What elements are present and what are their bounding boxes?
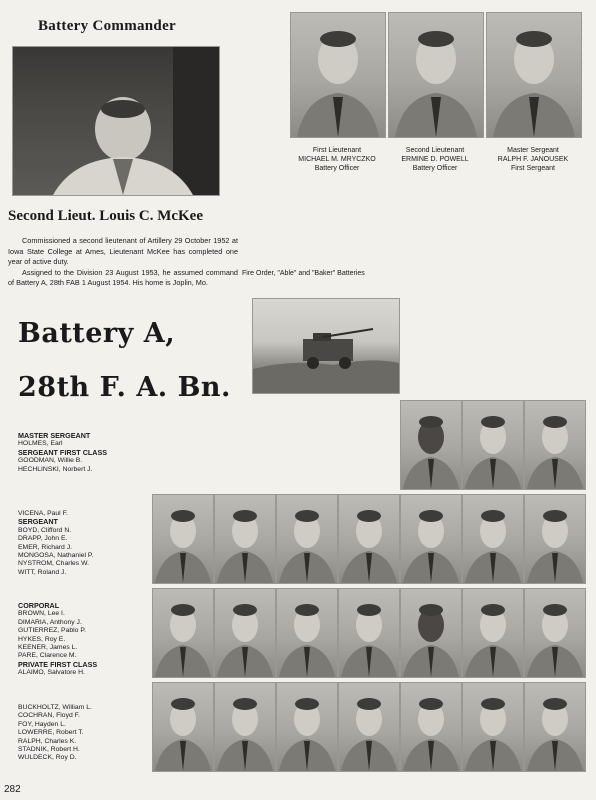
roster-name: DIMARIA, Anthony J.	[18, 618, 82, 626]
roster-name: HOLMES, Earl	[18, 440, 63, 448]
officer-portrait	[486, 12, 582, 138]
enlisted-portrait	[400, 588, 462, 678]
enlisted-portrait	[338, 494, 400, 584]
enlisted-portrait	[524, 588, 586, 678]
roster-name: NYSTROM, Charles W.	[18, 560, 89, 568]
enlisted-portrait	[524, 400, 586, 490]
enlisted-portrait	[214, 588, 276, 678]
roster-name: STADNIK, Robert H.	[18, 746, 80, 754]
roster-rank-heading: CORPORAL	[18, 601, 60, 610]
battery-title-line1: Battery A,	[18, 318, 176, 349]
enlisted-portrait	[152, 494, 214, 584]
officer-rank: Master Sergeant	[507, 147, 559, 154]
roster-name: LOWERRE, Robert T.	[18, 729, 84, 737]
officer-rank: First Lieutenant	[312, 147, 362, 154]
enlisted-portrait	[152, 682, 214, 772]
enlisted-portrait	[462, 494, 524, 584]
enlisted-portrait	[338, 682, 400, 772]
roster-name: RALPH, Charles K.	[18, 737, 77, 745]
enlisted-portrait	[524, 494, 586, 584]
roster-name: WULDECK, Roy D.	[18, 754, 77, 762]
commander-bio	[8, 236, 238, 289]
roster-name: BOYD, Clifford N.	[18, 526, 72, 534]
enlisted-portrait	[462, 588, 524, 678]
roster-name: MONGOSA, Nathaniel P.	[18, 552, 94, 560]
officer-rank: Second Lieutenant	[405, 147, 465, 154]
roster-rank-heading: PRIVATE FIRST CLASS	[18, 659, 98, 669]
officer-name: ERMINE D. POWELL	[401, 156, 469, 163]
officer-role: Battery Officer	[412, 165, 458, 172]
enlisted-portrait	[462, 400, 524, 490]
roster-name: BUCKHOLTZ, William L.	[18, 704, 92, 711]
officer-name: RALPH F. JANOUSEK	[497, 156, 569, 163]
roster-name: KEENER, James L.	[18, 644, 78, 652]
commander-portrait	[12, 46, 220, 196]
roster-name: HYKES, Roy E.	[18, 635, 66, 643]
enlisted-portrait	[214, 494, 276, 584]
roster-group	[18, 510, 158, 577]
enlisted-portrait	[400, 494, 462, 584]
officer-portrait	[388, 12, 484, 138]
roster-group	[18, 704, 158, 763]
officer-role: First Sergeant	[511, 165, 555, 172]
roster-name: ALAIMO, Salvatore H.	[18, 669, 85, 677]
enlisted-portrait	[276, 682, 338, 772]
roster-rank-heading: MASTER SERGEANT	[18, 431, 91, 440]
roster-name: DRAPP, John E.	[18, 535, 68, 543]
commander-heading: Battery Commander	[38, 18, 176, 34]
roster-name: GUTIERREZ, Pablo P.	[18, 627, 86, 635]
commander-name: Second Lieut. Louis C. McKee	[8, 208, 203, 224]
roster-rank-heading: SERGEANT FIRST CLASS	[18, 447, 108, 457]
enlisted-portrait	[152, 588, 214, 678]
officer-caption	[482, 146, 584, 173]
officer-caption	[384, 146, 486, 173]
enlisted-portrait	[276, 588, 338, 678]
enlisted-portrait	[214, 682, 276, 772]
page-number: 282	[4, 784, 21, 795]
enlisted-portrait	[524, 682, 586, 772]
battery-title-line2: 28th F. A. Bn.	[18, 372, 231, 403]
enlisted-portrait	[338, 588, 400, 678]
roster-group	[18, 432, 158, 474]
fire-order-caption: Fire Order, "Able" and "Baker" Batteries	[242, 270, 365, 277]
roster-name: GOODMAN, Willie B.	[18, 457, 83, 465]
enlisted-portrait	[400, 400, 462, 490]
roster-name: VICENA, Paul F.	[18, 510, 68, 517]
fire-order-photo	[252, 298, 400, 394]
roster-name: EMER, Richard J.	[18, 543, 73, 551]
enlisted-portrait	[462, 682, 524, 772]
officer-portrait	[290, 12, 386, 138]
enlisted-portrait	[400, 682, 462, 772]
officer-role: Battery Officer	[314, 165, 360, 172]
roster-name: PARE, Clarence M.	[18, 652, 77, 660]
officer-name: MICHAEL M. MRYCZKO	[298, 156, 376, 163]
bio-paragraph: Commissioned a second lieutenant of Artillery 29 October 1952 at Iowa State College at Ames, Lieutenant McKee has completed one year of active duty.	[8, 236, 238, 267]
roster-name: BROWN, Lee I.	[18, 610, 65, 618]
roster-rank-heading: SERGEANT	[18, 517, 58, 527]
officer-caption	[286, 146, 388, 173]
roster-name: HECHLINSKI, Norbert J.	[18, 465, 93, 473]
enlisted-portrait	[276, 494, 338, 584]
roster-name: FOY, Hayden L.	[18, 720, 66, 728]
roster-name: WITT, Roland J.	[18, 568, 67, 576]
roster-name: COCHRAN, Floyd F.	[18, 712, 80, 720]
bio-paragraph: Assigned to the Division 23 August 1953, he assumed command of Battery A, 28th FAB 1 August 1954. His home is Joplin, Mo.	[8, 267, 238, 288]
roster-group	[18, 602, 158, 678]
